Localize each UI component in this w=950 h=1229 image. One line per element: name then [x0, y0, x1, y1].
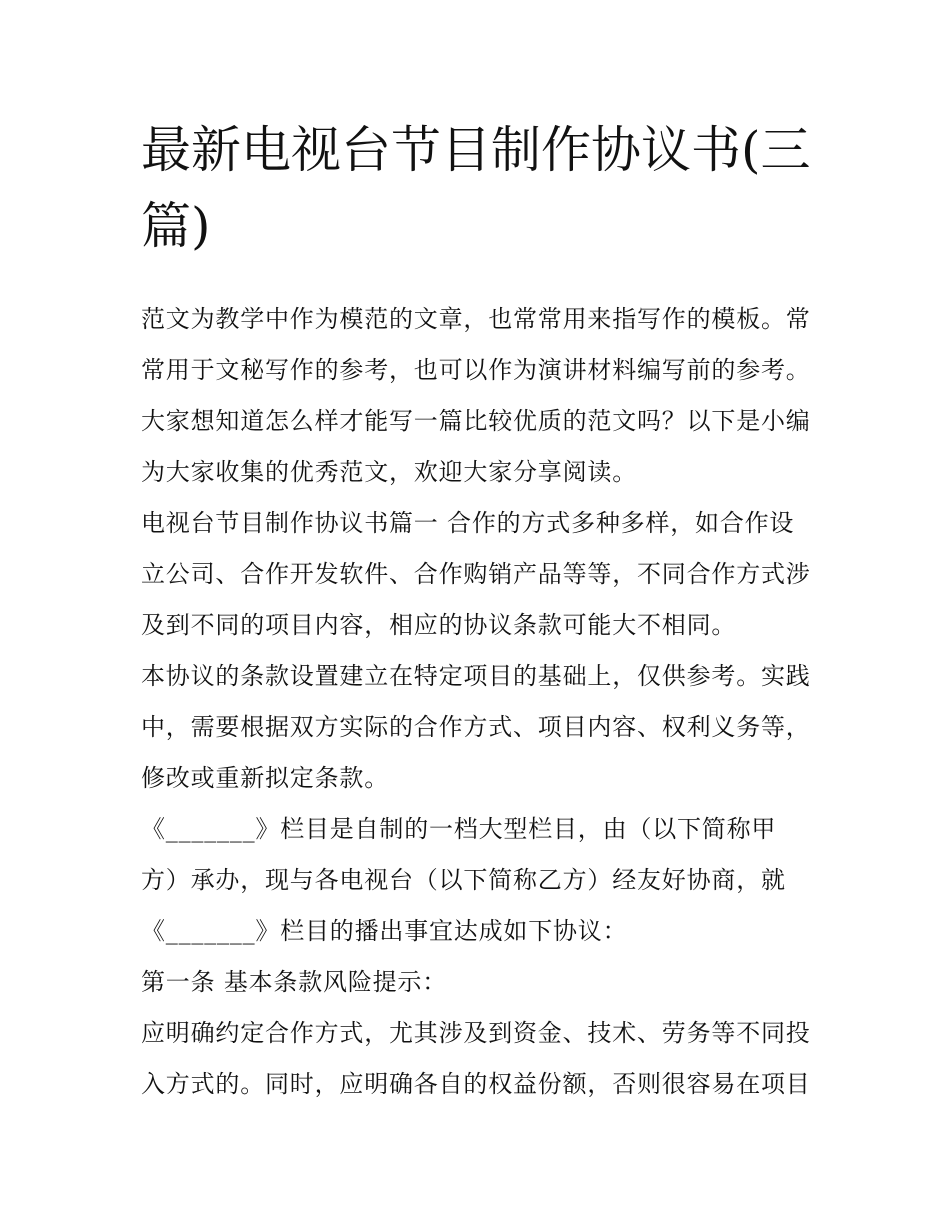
text-line: 《_______》栏目是自制的一档大型栏目，由（以下简称甲: [141, 815, 777, 843]
title-line: 篇): [141, 197, 211, 255]
document-title: [141, 112, 821, 264]
text-line: 本协议的条款设置建立在特定项目的基础上，仅供参考。实践: [141, 662, 811, 690]
text-line: 及到不同的项目内容，相应的协议条款可能大不相同。: [141, 611, 737, 639]
text-line: 范文为教学中作为模范的文章，也常常用来指写作的模板。常: [141, 305, 811, 333]
text-line: 为大家收集的优秀范文，欢迎大家分享阅读。: [141, 458, 637, 486]
text-line: 第一条 基本条款风险提示：: [141, 968, 448, 996]
text-line: 大家想知道怎么样才能写一篇比较优质的范文吗？以下是小编: [141, 407, 811, 435]
text-line: 入方式的。同时，应明确各自的权益份额，否则很容易在项目: [141, 1070, 811, 1098]
document-body: [141, 112, 821, 1110]
paragraph-intro: [141, 294, 821, 498]
text-line: 中，需要根据双方实际的合作方式、项目内容、权利义务等，: [141, 713, 811, 741]
article-heading: [141, 957, 821, 1008]
text-line: 立公司、合作开发软件、合作购销产品等等，不同合作方式涉: [141, 560, 811, 588]
paragraph-disclaimer: [141, 651, 821, 804]
text-line: 《_______》栏目的播出事宜达成如下协议：: [141, 917, 628, 945]
text-line: 修改或重新拟定条款。: [141, 764, 389, 792]
text-line: 应明确约定合作方式，尤其涉及到资金、技术、劳务等不同投: [141, 1019, 811, 1047]
text-line: 方）承办，现与各电视台（以下简称乙方）经友好协商，就: [141, 866, 786, 894]
paragraph-risk-note: [141, 1008, 821, 1110]
paragraph-preamble: [141, 804, 821, 957]
title-line: 最新电视台节目制作协议书(三: [141, 121, 811, 179]
text-line: 电视台节目制作协议书篇一 合作的方式多种多样，如合作设: [141, 509, 795, 537]
text-line: 常用于文秘写作的参考，也可以作为演讲材料编写前的参考。: [141, 356, 811, 384]
paragraph-section-one: [141, 498, 821, 651]
